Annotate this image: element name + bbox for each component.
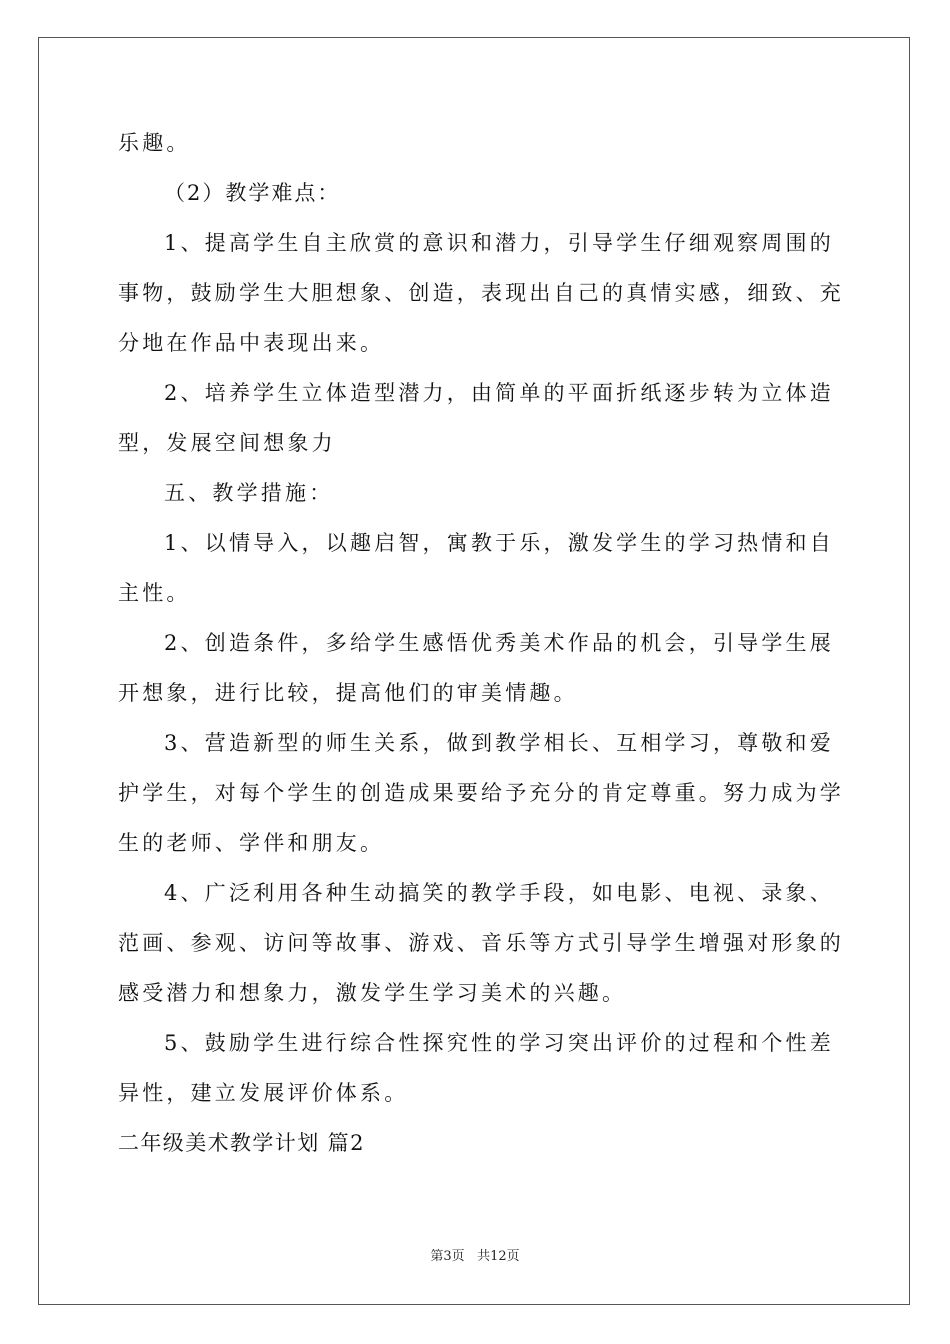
text-line: 3、营造新型的师生关系，做到教学相长、互相学习，尊敬和爱 [164, 731, 834, 755]
text-line: 护学生，对每个学生的创造成果要给予充分的肯定尊重。努力成为学 [118, 781, 844, 805]
text-line: 感受潜力和想象力，激发学生学习美术的兴趣。 [118, 981, 627, 1005]
text-line: 1、提高学生自主欣赏的意识和潜力，引导学生仔细观察周围的 [164, 231, 834, 255]
text-line: 分地在作品中表现出来。 [118, 331, 385, 355]
text-line: 生的老师、学伴和朋友。 [118, 831, 385, 855]
text-line: 1、以情导入，以趣启智，寓教于乐，激发学生的学习热情和自 [164, 531, 834, 555]
text-line: 异性，建立发展评价体系。 [118, 1081, 409, 1105]
text-line: 2、培养学生立体造型潜力，由简单的平面折纸逐步转为立体造 [164, 381, 834, 405]
page-number: 第3页 [430, 1249, 465, 1264]
text-line: 开想象，进行比较，提高他们的审美情趣。 [118, 681, 578, 705]
footer-spacer [465, 1249, 477, 1264]
text-line: 2、创造条件，多给学生感悟优秀美术作品的机会，引导学生展 [164, 631, 834, 655]
section-heading: 五、教学措施： [164, 481, 334, 505]
text-line: 5、鼓励学生进行综合性探究性的学习突出评价的过程和个性差 [164, 1031, 834, 1055]
text-line: 型，发展空间想象力 [118, 431, 336, 455]
text-line: （2）教学难点： [164, 181, 341, 205]
text-line: 事物，鼓励学生大胆想象、创造，表现出自己的真情实感，细致、充 [118, 281, 844, 305]
page-total: 共12页 [477, 1249, 520, 1264]
text-line: 乐趣。 [118, 131, 191, 155]
plan-title: 二年级美术教学计划 篇2 [118, 1131, 365, 1155]
text-line: 范画、参观、访问等故事、游戏、音乐等方式引导学生增强对形象的 [118, 931, 844, 955]
page-footer [0, 1248, 950, 1266]
text-line: 主性。 [118, 581, 191, 605]
text-line: 4、广泛利用各种生动搞笑的教学手段，如电影、电视、录象、 [164, 881, 834, 905]
